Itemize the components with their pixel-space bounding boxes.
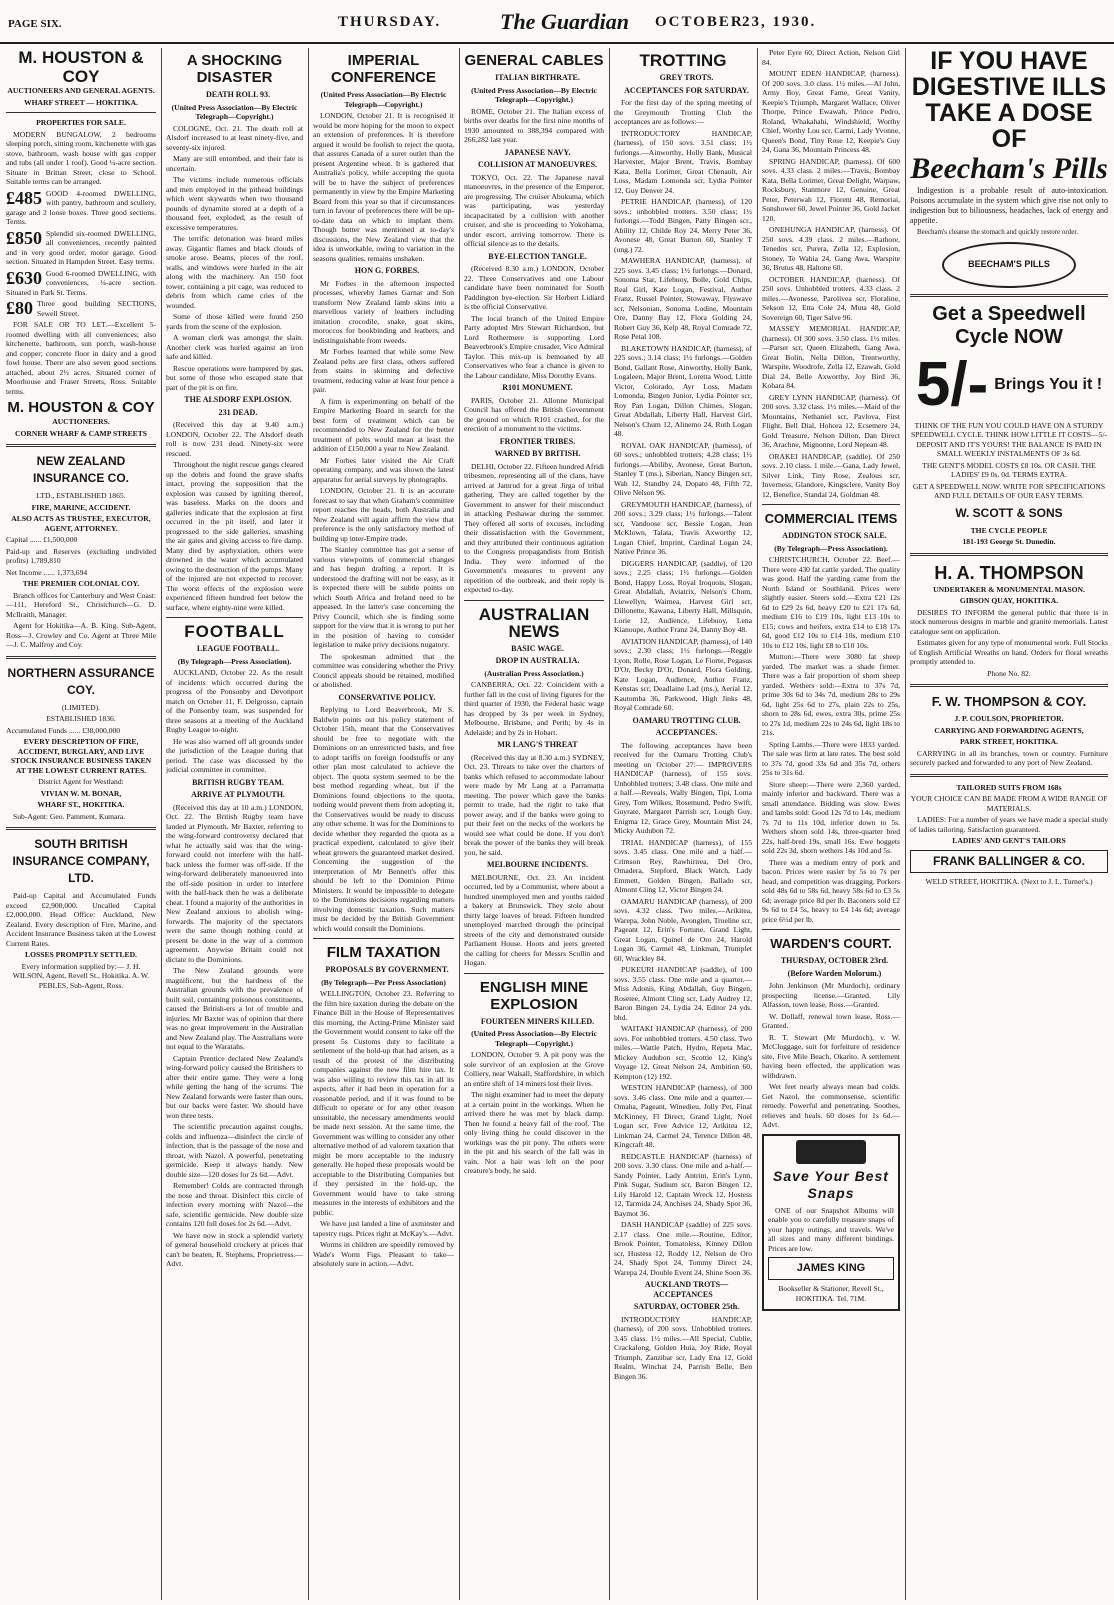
subheading: AUCKLAND TROTS—ACCEPTANCES: [644, 1280, 729, 1299]
headline-english-mine-explosion: ENGLISH MINE EXPLOSION: [479, 978, 589, 1013]
race-entry: TRIAL HANDICAP (harness), of 155 sovs. 3.45 class. One mile and a half.—Crimson Rey, Rawhirirea, Del Oro, Omadera, Stepford, Black Watch, Lady Emmett, Golden Bingen, Ballado scr, Almont Cling 12, Victor Bingen 24.: [614, 837, 752, 894]
speedwell-text: THINK OF THE FUN YOU COULD HAVE ON A STURDY SPEEDWELL CYCLE. THINK HOW LITTLE IT COSTS—5/- DEPOSIT AND IT'S YOURS! THE BALANCE IS PAID IN SMALL WEEKLY INSTALMENTS OF 3s 6d.: [910, 420, 1108, 458]
article-paragraph: (Received 8.30 a.m.) LONDON, October 22. Three Conservatives and one Labour candidate have been nominated for South Paddington bye-election. Sir Herbert Lidiard is the official Conservative.: [464, 264, 604, 311]
subheading: MR LANG'S THREAT: [497, 740, 578, 749]
property-price: £850: [6, 227, 42, 248]
race-entry: MOUNT EDEN HANDICAP, (harness). Of 200 sovs. 3.0 class. 1½ miles.—Al John, Army Boy, Great Fame, Great Vanity, Keepie's Triumph, Margaret Wallace, Oliver Thorpe, Prince Ewawah, Prince Pedro, Roland, Whakahahi, Windshield, Worthy Chief, Worthy Lou scr, Carmi, Lady Yvonne, Queen's Bond, Tiny Rose 12, Keepie's Guy 24, Gana 36, Mountain Princess 48.: [762, 69, 900, 154]
subheading: SATURDAY, OCTOBER 25th.: [633, 1302, 740, 1311]
thompson-text: DESIRES TO INFORM the general public that there is in stock numerous designs in marble and granite memorials. Latest catalogue sent on application.: [910, 607, 1108, 636]
column-rule: [609, 48, 610, 1600]
article-paragraph: The terrific detonation was heard miles away. Gigantic flames and black clouds of smoke arose. Beams, pieces of the roof, walls, and windows were hurled in the air along with the machinery. An 150 foot tower, containing a pit cage, was reduced to debris from which came cries of the wounded.: [166, 234, 303, 310]
article-paragraph: AUCKLAND, October 22. As the result of incidents which occurred during the progress of the Ponsonby and Devonport match on October 11, F. Delgrosso, captain of the Ponsonby team, was suspended for three seasons at a meeting of the Auckland Rugby League to-night.: [166, 668, 303, 734]
snaps-text: ONE of our Snapshot Albums will enable you to carefully treasure snaps of your happy outings, and travels. We've all sizes and many different bindings. Prices are low.: [768, 1205, 894, 1253]
article-paragraph: COLOGNE, Oct. 21. The death roll at Alsdorf increased to at least ninety-five, and seventy-six injured.: [166, 123, 303, 152]
race-entry: DIGGERS HANDICAP, (saddle), of 120 sovs.; 2.25 class; 1½ furlongs.—Golden Bond, Happy Loss, Royal Iroquois, Slogan, Great Abdallah, Aviatrix, Nelson's Chum, Llewellyn, Waimea, Harvest Girl scr, Dillonette, Kawana, Liberty Hall, Millsquin, Lorie 12, Audience, Lifebuoy, Lena Kianoupe, Author Franz 24, Danny Boy 48.: [614, 558, 752, 634]
nz-insurance-lines: FIRE, MARINE, ACCIDENT.: [31, 502, 131, 512]
subheading: ADDINGTON STOCK SALE.: [782, 531, 887, 540]
column-rule: [308, 48, 309, 1600]
branch-offices: Branch offices for Canterbury and West Coast:—111, Hereford St., Christchurch—G. D. McIlraith, Manager.: [6, 590, 156, 619]
property-ad: GOOD 4-roomed DWELLING, with pantry, bathroom and scullery, garage and 2 loose boxes. Three good sections. Terms.: [6, 188, 156, 226]
article-paragraph: Throughout the night rescue gangs cleared up the debris and found the grave shafts intact, proving the supposition that the explosion was caused by igniting thereof, was baseless. Marks on the doors and galleries indicate that the explosion at first occurred in the pit itself, and later it progressed to the side galleries, smashing the air gates and giving access to fire damp. Many died by asphyxiation, others were drowned in the water which accumulated owing to the destruction of the pumps. Many of the injured are not expected to recover. The worst effects of the explosion were experienced fifteen hundred feet below the surface, where eighty-nine were killed.: [166, 460, 303, 612]
losses-line: LOSSES PROMPTLY SETTLED.: [25, 950, 137, 959]
article-paragraph: TOKYO, Oct. 22. The Japanese naval manoeuvres, in the presence of the Emperor, are progressing. The cruiser Abukuma, which was participating, was yesterday incapacitated by a collision with another cruiser, and she is proceeding to Yokohama, under escort, arriving tomorrow. There is official silence as to the details.: [464, 172, 604, 248]
thompson-sub: UNDERTAKER & MONUMENTAL MASON.: [933, 584, 1085, 594]
race-entry: SPRING HANDICAP, (harness). Of 600 sovs. 4.33 class. 2 miles.—Travis, Bombay Kata, Bella Lorimer, Great Delight, Warpaw, Rocksbury, Stanmore 12, Genuine, Great Peter, Peterwah 12, Florent 48, Remoriai, Sunshower 60, Jewel Pointer 36, Gold Jacket 120.: [762, 156, 900, 223]
headline-general-cables: GENERAL CABLES: [464, 52, 604, 69]
houston-address: WHARF STREET — HOKITIKA.: [24, 97, 138, 107]
column-5-trotting: [614, 48, 752, 1600]
district-agent-address: WHARF ST., HOKITIKA.: [37, 800, 125, 809]
race-entry: GREYMOUTH HANDICAP, (harness), of 200 sovs.; 3.29 class; 1½ furlongs.—Talent scr, Vandoose scr, Bessie Logan, Jean McKlown, Talata, Travis Axworthy 12, Logan Chief, Imprint, Cardinal Logan 24, Native Prince 36.: [614, 499, 752, 556]
article-paragraph: Mr Forbes in the afternoon inspected processes, whereby James Garnar and Son transform New Zealand lamb skins into a marvellous variety of leathers including imitation crocodile, snake, goat skins, moroccos for bookbinding and leathers, and indistinguishable from tweeds.: [313, 278, 454, 345]
nz-insurance-established: LTD., ESTABLISHED 1865.: [36, 491, 126, 500]
article-paragraph: The spokesman admitted that the committee was considering whether the Privy Council appeals should be retained, modified or abolished.: [313, 651, 454, 689]
subheading: (Before Warden Molorum.): [787, 968, 882, 978]
article-paragraph: A woman clerk was amongst the slain. Another clerk was hurled against an iron safe and killed.: [166, 333, 303, 361]
subheading: GREY TROTS.: [659, 73, 714, 82]
article-paragraph: ROME, October 21. The Italian excess of births over deaths for the first nine months of 1930 amounted to 388,394 compared with 266,282 last year.: [464, 106, 604, 144]
race-entry: AVIATION HANDICAP, (harness), of 140 sovs.; 2.30 class; 1½ furlongs.—Reggie Lyon, Rolle, Rose Logan, Le Fiorte, Pegasus D'Or, Becky D'Or, Donard, Flora Golding, Kate Logan, Audience, Author Franz, Kenstas scr, Deadlaine Lad (ms.), Aerial 12, Kautomba 36, Parkwood, High Jinks 48, Royal Comrade 60.: [614, 636, 752, 712]
property-ad: Three good building SECTIONS, Sewell Street.: [37, 299, 156, 318]
race-entry: PUKEURI HANDICAP (saddle), of 100 sovs. 3.55 class. One mile and a quarter.—Miss Adonis, King Abdallah, Guy Bingen, Rosetee, Almont Cling scr, Lady Audrey 12, Baron Bingen 24, Lydia 24, Editor 24 yds. bhd.: [614, 965, 752, 1022]
article-paragraph: MELBOURNE, Oct. 23. An incident occurred, led by a Communist, where about a hundred unemployed men and youths raided a bakery at Brunswick. They stole about thirty large loaves of bread. Fifteen hundred unemployed marched through the principal streets of the city and demonstrated outside Parliament House. Hoots and jeers greeted the calling for cheers for Messrs Scullin and Hogan.: [464, 872, 604, 967]
james-king-name: JAMES KING: [768, 1257, 894, 1280]
race-entry: OAMARU HANDICAP (harness), of 200 sovs. 4.32 class. Two miles.—Arikitea, Warepa, John Noble, Avonglen, Trueline scr, Pageant 12, Erin's Fortune, Grand Light, Great Logan, Quinel de Oro 24, Harold Logan 36, Carmel 48, Linkman, Trumplet 60, Wrackley 84.: [614, 896, 752, 963]
article-paragraph: Captain Prentice declared New Zealand's wing-forward policy caused the Britishers to alter their entire game. They were a long while getting the hang of the scrums. The New Zealand forwards were faster than ours, but our backs were faster. We should have won three tests.: [166, 1053, 303, 1120]
article-paragraph: We have now in stock a splendid variety of general household crockery at prices that can't be beaten, R. Stephens, Proprietress.—Advt.: [166, 1230, 303, 1268]
subheading: CONSERVATIVE POLICY.: [338, 692, 436, 702]
beechams-brand: Beecham's Pills: [910, 152, 1108, 185]
article-paragraph: CANBERRA, Oct. 22. Coincident with a further fall in the cost of living figures for the third quarter of 1930, the Federal basic wage has dropped by 3s per week in Sydney, Melbourne, Brisbane, and Perth; by 4s in Adelaide; and by 2s in Hobart.: [464, 680, 604, 737]
thompson-phone: Phone No. 82.: [987, 668, 1031, 678]
subheading: BYE-ELECTION TANGLE.: [488, 251, 587, 261]
thompson-name: H. A. THOMPSON: [934, 562, 1084, 583]
wire-credit: (United Press Association—By Electric Telegraph—Copyright.): [171, 102, 298, 121]
beechams-headline: IF YOU HAVE DIGESTIVE ILLS TAKE A DOSE OF: [911, 48, 1107, 153]
wire-credit: (United Press Association—By Electric Telegraph—Copyright.): [471, 85, 597, 104]
nz-insurance-title: NEW ZEALAND INSURANCE CO.: [32, 454, 129, 485]
northern-limited: (LIMITED).: [61, 702, 101, 712]
column-7-advertisements: [910, 48, 1108, 1600]
property-price: £485: [6, 187, 42, 208]
subheading: BASIC WAGE.: [511, 643, 564, 653]
column-rule: [757, 48, 758, 1600]
masthead: [0, 0, 1114, 44]
newspaper-title: The Guardian: [500, 9, 629, 34]
james-king-address: Bookseller & Stationer, Revell St., HOKITIKA. Tel. 71M.: [778, 1284, 884, 1303]
subheading: THURSDAY, OCTOBER 23rd.: [780, 956, 889, 965]
wilson-info: Every information supplied by:— J. H. WILSON, Agent, Revell St., Hokitika. A. W. PEBLES, Sub-Agent, Ross.: [12, 961, 150, 990]
james-king-advert: [762, 1134, 900, 1312]
district-agent-label: District Agent for Westland:: [38, 777, 124, 786]
subheading: 231 DEAD.: [218, 407, 258, 417]
article-paragraph: Some of those killed were found 250 yards from the scene of the explosion.: [166, 312, 303, 331]
property-price: £80: [6, 298, 33, 318]
subheading: THE ALSDORF EXPLOSION.: [184, 395, 292, 404]
subheading: MELBOURNE INCIDENTS.: [487, 860, 588, 869]
fw-thompson-address: PARK STREET, HOKITIKA.: [959, 737, 1059, 746]
tailored-ladies: LADIES: For a number of years we have made a special study of ladies tailoring. Satisfaction guaranteed.: [910, 815, 1108, 834]
wire-credit: (United Press Association—By Electric Telegraph—Copyright.): [320, 90, 447, 109]
race-entry: The following acceptances have been received for the Oamaru Trotting Club's meeting on October 27:— IMPROVERS HANDICAP (harness), of 155 sovs. Unhobbled trotters; 3.48 class. One mile and a half.—Reveals, Wally Bingen, Tipi, Loma Grey, Tom Wilkes, Rosemund, Pedro Swift, Guyrate, Margaret Parrish scr, Lough Guy, Enigma 12, Grace Grey, Mountain Mist 24, Micky Audubon 72.: [614, 740, 752, 835]
houston-firm-name: M. HOUSTON & COY: [18, 48, 144, 86]
race-entry: OCTOBER HANDICAP, (harness). Of 250 sovs. Unhobbled trotters. 4.33 class. 2 miles.—Avonesse, Parolivea scr, Floraline, Sekson 12, Etta Cole 24, Muta 48, Gold Sovereign 60, Tiger Salve 96.: [762, 274, 900, 322]
column-3-news: [313, 48, 454, 1600]
premier-colonial: THE PREMIER COLONIAL COY.: [22, 579, 140, 588]
article-paragraph: (Received this day at 9.40 a.m.) LONDON, October 22. The Alsdorf death roll is now 231 dead. Ninety-six were rescued.: [166, 420, 303, 458]
subheading: LEAGUE FOOTBALL.: [196, 644, 280, 653]
article-paragraph: The Stanley committee has got a sense of various viewpoints of commercial changes and has begun drafting a report. It is understood the drafting will not be easy, as it is expected there will be subtle points on which South Africa and Ireland need to be appeased. In the latter's case concerning the Privy Council, which she is finding some support for the view that it is wrong to put her in the position of having to consider legislation to make privy decisions nugatory.: [313, 545, 454, 649]
headline-shocking-disaster: A SHOCKING DISASTER: [186, 52, 283, 86]
column-rule: [459, 48, 460, 1600]
page-number: PAGE SIX.: [8, 18, 62, 30]
headline-wardens-court: WARDEN'S COURT.: [770, 936, 892, 951]
article-paragraph: Mr Forbes later visited the Air Craft operating company, and was shown the latest apparatus for aerial surveys by photographs.: [313, 455, 454, 484]
houston-firm-name: M. HOUSTON & COY: [7, 399, 155, 416]
wire-credit: (Australian Press Association.): [484, 668, 584, 678]
funds-line: Accumulated Funds ...... £38,000,000: [6, 725, 121, 735]
subheading: BRITISH RUGBY TEAM.: [192, 777, 284, 787]
ballinger-name: FRANK BALLINGER & CO.: [910, 850, 1108, 873]
speedwell-offer: [910, 349, 1108, 419]
race-entry: DASH HANDICAP (saddle) of 225 sovs. 2.17 class. One mile.—Routine, Editor, Brook Pointer, Tomatoless, Kinney Dillon scr, Hustess 12, Roddy 12, Nelson de Oro 24, Shady Spot 24, Tommy Direct 24, Warepa 24, Double Event 24, Shine Soon 36.: [614, 1220, 752, 1277]
snaps-headline: Save Your Best Snaps: [773, 1167, 889, 1201]
article-paragraph: LONDON, October 21. It is recognised it would be more hoping for the moon to expect an extension of preferences. It is therefore argued it would be foolish to reject the quota, that assures Canada of a surer outlet than the present Argentine wheat. It is gathered that Australia's policy, while accepting the quota will be to have the subject of preferences permanently in view by the Empire Marketing Board from this year so that if circumstances turn in favour of preferences there will be up-to-date data on which to implant them. Though butter was mentioned at to-day's discussions, the New Zealand view that the idea is unworkable, owing to variation in the seasons qualities, remains unshaken.: [313, 111, 454, 263]
wire-credit: (United Press Association—By Electric Telegraph—Copyright.): [471, 1029, 597, 1048]
subheading: PROPOSALS BY GOVERNMENT.: [325, 965, 449, 974]
headline-imperial-conference: IMPERIAL CONFERENCE: [330, 52, 436, 86]
wire-credit: (By Telegraph—Press Association).: [177, 656, 292, 666]
masthead-date: 23, 1930.: [742, 14, 817, 30]
properties-heading: PROPERTIES FOR SALE.: [36, 118, 126, 127]
scott-sons-address: 181-193 George St. Dunedin.: [962, 537, 1056, 546]
subheading: ACCEPTANCES.: [655, 728, 718, 737]
article-paragraph: Many are still entombed, and their fate is uncertain.: [166, 154, 303, 173]
race-entry: GREY LYNN HANDICAP, (harness). Of 200 sovs. 3.32 class. 1½ miles.—Maid of the Mountains, Nethaniel scr, Pavlova, First Flight, Bell Dial, Hohora 12, Ecsemere 24, Gold Treasure, Nelson Dillon, Dan Direct 36, Arachne, Mignonne, Lord Nepean 48.: [762, 392, 900, 449]
race-entry: ROYAL OAK HANDICAP, (harness), of 60 sovs.; unhobbled trotters; 4.28 class; 1½ furlongs.—Abiliby, Avonese, Great Burton, Stanley T (ms.), Siberian, Nancy Bingen scr, Wah 12, Standby 24, Dopato 48, Fifth 72, Olive Nelson 96.: [614, 440, 752, 497]
article-paragraph: Wet feet nearly always mean bad colds. Get Nazol, the commonsense, scientific remedy. Powerful and penetrating. Soothes, relieves and heals. 60 doses for 1s 6d.—Advt.: [762, 1082, 900, 1129]
race-entry: MAWHERA HANDICAP, (harness), of 225 sovs. 3.45 class; 1½ furlongs.—Donard, Sonoma Star, Lifebuoy, Bolle, Gold Chips, Real Girl, Kate Logan, Festival, Author Franz, Russel Pointer, Stowaway, Flyswave scr, Nelsonian, Sonoma Lodine, Mountain Ore, Danny Bay 12, Flora Golding 24, Robert Guy 36, Kelp 48, Royal Comrade 72, Rose Petal 108.: [614, 256, 752, 341]
northern-description: EVERY DESCRIPTION OF FIRE, ACCIDENT, BURGLARY, AND LIVE STOCK INSURANCE BUSINESS TAKEN AT THE LOWEST CURRENT RATES.: [10, 737, 152, 775]
scott-sons-name: W. SCOTT & SONS: [955, 505, 1063, 520]
article-paragraph: The scientific precaution against coughs, colds and influenza—disinfect the circle of infection, that is the passage of the nose and throat, with Nazol. A powerful, penetrating germicide. Keep it always handy. New double size—120 doses for 2s 6d.—Advt.: [166, 1122, 303, 1179]
subheading: ARRIVE AT PLYMOUTH.: [191, 790, 285, 799]
article-paragraph: (Received this day at 10 a.m.) LONDON, Oct. 22. The British Rugby team have landed at Plymouth. Mr Baxter, referring to the wing-forward controversy declared that what he actually said was that the wing-forward could not interfere with the half-back unless the former was off-side. If the wing-forward deliberately manoeuvred into the off-side position in order to interfere with the half-back then he was a deliberate cheat. I found a majority of the authorities in New Zealand anxious to abolish wing-forwards. The majority of the spectators were the same though nothing could at present be done in the way of a common agreement. Anywise Britain could not dictate to the Dominions.: [166, 802, 303, 964]
column-rule: [161, 48, 162, 1600]
album-illustration: [796, 1140, 866, 1164]
article-paragraph: DELHI, October 22. Fifteen hundred Afridi tribesmen, representing all of the clans, have arrived at Jamrud for a great Jirga of tribal gathering. They are called together by the Government to answer for their misconduct in attacking Peshawar during the summer. They offered all sorts of excuses, including their dissatisfaction with the Government, and they attributed their continuous agitation to the Congress propagandists from British India. They were informed of the Government's measures to prevent any repetition of the outbreak, and their reply is expected to-day.: [464, 461, 604, 594]
subheading: HON G. FORBES.: [354, 266, 420, 275]
race-entry: ORAKEI HANDICAP, (saddle). Of 250 sovs. 2.10 class. 1 mile.—Gana, Lady Jewel, Silver Link, Tiny Rose, Zealous scr, Inverness, Glandore, Kingsclere, Vanity Boy 12, Benefice, Standal 24, Goldman 48.: [762, 451, 900, 499]
article-paragraph: The New Zealand grounds were magnificent, but the hardness of the Australian grounds with the prevalence of built soil, containing poisonous constituents, caused the British-ers a lot of trouble and injuries. Mr Baxter was of opinion that there was no great improvement in the Australian and New Zealand play. The Australians were not equal to the Waratahs.: [166, 966, 303, 1051]
article-paragraph: Mutton:—There were 3080 fat sheep yarded. The market was a shade firmer. There was a fair proportion of shorn sheep yarded. Wethers sold:—Extra to 37s 7d, prime 30s 6d to 34s 7d, medium 28s to 29s 6d, light 25s 6d to 27s, plain 22s to 25s, shorn to 28s 6d, ewes, extra 30s, prime 25s to 27s 1d, medium 22s to 24s 6d, light 18s to 21s.: [762, 652, 900, 737]
race-entry: BLAKETOWN HANDICAP, (harness), of 225 sovs.; 3.14 class; 1½ furlongs.—Golden Bond, Gallant Rose, Ainworthy, Holly Bank, Logaleen, Major Brent, Loretta Wood, Little Victor, Colorado, Ayr Loss, Madam Lomonda, Bingen Junior, Lydia Pointer scr, Roy Pan Logan, Dillon Chimes, Slogan, Great Abdallah, Liberty Hall, Harvest Girl, Nelson's Chum 12, Alinemo 24, Ruth Logan 48.: [614, 343, 752, 438]
subheading: ITALIAN BIRTHRATE.: [495, 73, 580, 82]
race-entry: ONEHUNGA HANDICAP, (harness). Of 250 sovs. 4.39 class. 2 miles.—Rathore, Tenedos scr, Purera, Zella 12, Explosion, Stoney, Te Wahia 24, Gang Awa, Warspite 36, Brutus 48, Haltone 60.: [762, 225, 900, 272]
subheading: OAMARU TROTTING CLUB.: [632, 715, 741, 725]
article-paragraph: Store sheep:—There were 2,360 yarded, mainly inferior and backward. There was a small attendance. Bidding was slow. Ewes and lambs sold: Good 12s 7d to 14s, medium 7s 7d to 11s 10d, inferior down to 5s. Wethers shorn sold 14s, three-quarter bred 22s, half-bred 19s, small 16s. Ewe hoggets sold 22s 3d, shorn wethers 14s 10d and 5s.: [762, 779, 900, 855]
race-entry: INTRODUCTORY HANDICAP, (harness), of 200 sovs. Unhobbled trotters. 3.45 class. 1½ miles.—All Special, Cublie, Crackalong, Golden Huia, Joy Ride, Royal Triumph, Zanzibar scr, Lady Ena 12, Gold Realm, Winchat 24, Parrish Belle, Ben Bingen 36.: [614, 1314, 752, 1381]
article-paragraph: LONDON, October 21. It is an accurate forecast to say that when Graham's committee report reaches the heads, both Australia and New Zealand will again affirm the view that preference is the only satisfactory method of building up inter-Empire trade.: [313, 486, 454, 543]
masthead-day: THURSDAY.: [338, 14, 442, 30]
article-paragraph: There was a medium entry of pork and bacon. Prices were easier by 5s to 7s per head, and competition was dragging. Porkers sold 48s 6d to 58s 6d, heavy 58s 6d to £3 5s 6d; average price 8d per lb. Baconers sold £2 9s 6d to £4 5s, heavy to £4 14s 6d; average price 6½d per lb.: [762, 857, 900, 924]
income-line: Net Income ...... 1,373,694: [6, 567, 88, 577]
wire-credit: (By Telegraph—Press Association).: [774, 543, 888, 553]
ballinger-address: WELD STREET, HOKITIKA. (Next to J. L. Turner's.): [925, 876, 1093, 886]
wire-credit: (By Telegraph—Per Press Association): [321, 977, 446, 987]
article-paragraph: Replying to Lord Beaverbrook, Mr S. Baldwin points out his policy statement of October 15th, meant that the Conservatives should be free to negotiate with the Dominions on an unrestricted basis, and free to adopt tariffs on foreign foodstuffs or any other plan most calculated to achieve the object. The quota system seemed to be the best method regarding wheat, but if the Dominions found objections to the quota, nothing would prevent them from adopting it, the Conservatives would be ready to discuss any other scheme. It was for the Dominions to decide whether they regarded the quota as a practical expedient, calculated to give their wheat growers the guaranteed market desired. Concerning the suggestion of the interpretation of Mr Bennett's offer this should be left to the Dominion Prime Ministers. It would be impossible to delegate to the Dominions decisions regarding matters involving domestic taxation. Such matters must be decided by the British Government which would consult the Dominions.: [313, 705, 454, 933]
article-paragraph: Remember! Colds are contracted through the nose and throat. Disinfect this circle of infection every morning with Nazol—the safe, scientific germicide. New double size contains 120 full doses for 2s 6d.—Advt.: [166, 1181, 303, 1228]
race-entry: Peter Eyre 60, Direct Action, Nelson Girl 84.: [762, 48, 900, 67]
thompson-text: Estimates given for any type of monumental work. Full Stocks of English Artificial Wreaths on hand. Orders for floral wreaths promptly attended to.: [910, 638, 1108, 666]
reserves-line: Paid-up and Reserves (excluding undivided profits) 1,789,810: [6, 546, 156, 565]
article-paragraph: The night examiner had to meet the deputy at a certain point in the workings. When he arrived there he was met by black damp. Then he found a heavy fall of the roof. The only living thing he could discover in the workings was the pit pony. The others were in the pit and his search of the fall was in vain. Not a hair was left on the poor creature's body, he said.: [464, 1090, 604, 1175]
subheading: R101 MONUMENT.: [502, 383, 573, 392]
speedwell-cta: GET A SPEEDWELL NOW. WRITE FOR SPECIFICATIONS AND FULL DETAILS OF OUR EASY TERMS.: [912, 481, 1106, 500]
district-agent-name: VIVIAN W. M. BONAR,: [40, 788, 122, 798]
beechams-text: Indigestion is a probable result of auto-intoxication. Poisons accumulate in the system which give rise not only to indigestion but to biliousness, headaches, lack of energy and appetite.: [910, 186, 1108, 225]
property-ad: MODERN BUNGALOW, 2 bedrooms sleeping porch, sitting room, kitchenette with gas stove, bathroom, wash house with gas copper and tubs (all under 1 roof). Good ¼-acre section. Situate in Brittan Street, close to School. Suitable terms can be arranged.: [6, 129, 156, 186]
northern-assurance-title: NORTHERN ASSURANCE COY.: [7, 665, 155, 697]
tailored-choice: YOUR CHOICE CAN BE MADE FROM A WIDE RANGE OF MATERIALS.: [910, 794, 1108, 813]
brings-you-it: Brings You it !: [994, 375, 1103, 393]
masthead-month: OCTOBER: [655, 14, 744, 30]
south-british-text: Paid-up Capital and Accumulated Funds exceed £2,900,000. Uncalled Capital £2,000,000. Head Office: Auckland, New Zealand. Every description of Fire, Marine, and Accident Insurance Business taken at the Lowest Current Rates.: [6, 891, 156, 948]
article-paragraph: R. T. Stewart (Mr Murdoch), v. W. McCluggage, suit for forfeiture of residence site, Five Mile Beach, Okarito. A settlement having been effected, the application was withdrawn.: [762, 1032, 900, 1080]
property-ad: Splendid six-roomed DWELLING, all conveniences, recently painted and in very good order, motor garage. Good section. Situated in Hampden Street. Easy terms.: [6, 228, 156, 266]
fw-thompson-name: F. W. THOMPSON & COY.: [931, 694, 1087, 709]
fw-thompson-text: CARRYING in all its branches, town or country. Furniture securely packed and forwarded to any port of New Zealand.: [910, 748, 1108, 767]
headline-australian-news: AUSTRALIAN NEWS: [478, 604, 590, 641]
thompson-address: GIBSON QUAY, HOKITIKA.: [959, 596, 1059, 605]
article-paragraph: Mr Forbes learned that while some New Zealand pelts are first class, others suffered from stains in skinning and defective treatment, reducing value at least four pence a pair.: [313, 347, 454, 394]
speedwell-prices: THE GENT'S MODEL COSTS £8 10s. OR CASH. THE LADIES' £9 0s. 0d. TERMS EXTRA.: [922, 460, 1096, 479]
race-entry: PETRIE HANDICAP, (harness), of 120 sovs.; unhobbled trotters. 3.50 class; 1½ furlongs.—Todd Bingen, Patty Bingen scr., Ability 12, Childe Roy 24, Merry Peter 36, Avonese 48, Great Burton 60, Stanley T (ung.) 72.: [614, 197, 752, 254]
article-paragraph: LONDON, October 9. A pit pony was the sole survivor of an explosion at the Grove Colliery, near Walsall, Staffordshire, in which an entire shift of 14 miners lost their lives.: [464, 1050, 604, 1088]
fw-thompson-carry: CARRYING AND FORWARDING AGENTS,: [934, 725, 1084, 735]
houston-address: CORNER WHARF & CAMP STREETS: [14, 428, 148, 438]
property-price: £630: [6, 267, 42, 288]
race-entry: WAITAKI HANDICAP (harness), of 200 sovs. For unhobbled trotters. 4.50 class. Two miles.—Wattle Patch, Hydro, Repeta Mac, Mickey Audubon scr, Scottie 12, King's Voyage 12, Great Nelson 24, Ambition 60, Kempton (12) 192.: [614, 1024, 752, 1081]
fw-thompson-sub: J. P. COULSON, PROPRIETOR.: [954, 714, 1064, 723]
article-paragraph: John Jenkinson (Mr Murdoch), ordinary prospecting license.—Granted. Lily Alfasson, town lease, Ross.—Granted.: [762, 981, 900, 1009]
headline-commercial-items: COMMERCIAL ITEMS: [764, 511, 898, 526]
property-ad: FOR SALE OR TO LET.—Excellent 5-roomed dwelling with all conveniences; also kitchenette, bathroom, sun porch, wash-house and copper; concrete floor in dairy and a good fowl house. There are also seven good sections attached, about 2½ acres. Situated corner of Moorhouse and Fraser Streets, Ross. Suitable terms.: [6, 320, 156, 396]
article-paragraph: W. Dollaff, renewal town lease, Ross.—Granted.: [762, 1011, 900, 1030]
race-entry: WESTON HANDICAP (harness), of 300 sovs. 3.46 class. One mile and a quarter.—Omaha, Pageant, Winedieu, Jolly Pet, Final McKinney, Fl Direct, Grand Light, Noel Logan scr, Free Advice 12, Arikitea 12, Linkman 24, Carmel 24, Terence Dillon 48, Kingcraft 48.: [614, 1083, 752, 1149]
headline-film-taxation: FILM TAXATION: [326, 944, 441, 961]
article-paragraph: Worms in children are speedily removed by Wade's Worm Figs. Pleasant to take—absolutely sure in action.—Advt.: [313, 1240, 454, 1268]
article-paragraph: Spring Lambs.—There were 1833 yarded. The sale was firm at late rates. The best sold to 37s 7d, good 33s 6d and 35s 7d, others 25s to 31s 6d.: [762, 739, 900, 777]
race-entry: INTRODUCTORY HANDICAP, (harness), of 150 sovs. 3.51 class; 1½ furlongs.—Ainworthy, Holly Bank, Musical Harvester, Major Brent, Travis, Bombay Kata, Bella Lorimer, Great Chenault, Air Loss, Madam Lomonda scr, Lydia Pointer 12, Guy Denver 24.: [614, 128, 752, 195]
five-shilling-price: 5/-: [915, 349, 989, 419]
article-paragraph: The victims include numerous officials and men employed in the pithead buildings which went skywards when two thousand pounds of dynamite stored at a depth of a thousand feet, exploded, as the result of excessive temperatures.: [166, 175, 303, 232]
column-rule: [905, 48, 906, 1600]
subheading: DEATH ROLL 93.: [205, 90, 271, 99]
article-paragraph: PARIS, October 21. Allonne Municipal Council has offered the British Government the ground on which R101 crashed, for the erection of a monument to the victims.: [464, 395, 604, 433]
south-british-title: SOUTH BRITISH INSURANCE COMPANY, LTD.: [12, 837, 150, 885]
agents-line: Agent for Hokitika—A. B. King. Sub-Agent, Ross—J. Crowley and Co. Agent at Three Mile—J. C. Malfroy and Coy.: [6, 621, 156, 649]
subheading: FRONTIER TRIBES.: [499, 436, 576, 446]
article-paragraph: Rescue operations were hampered by gas, but some of those who escaped state that part of the pit is on fire.: [166, 363, 303, 392]
speedwell-headline: Get a Speedwell Cycle NOW: [932, 302, 1086, 348]
tailors-label: LADIES' AND GENT'S TAILORS: [952, 836, 1066, 845]
capital-line: Capital ...... £1,500,000: [6, 535, 78, 544]
beechams-small: Beecham's cleanse the stomach and quickly restore order.: [917, 228, 1079, 236]
headline-trotting: TROTTING: [639, 51, 727, 70]
nz-insurance-also: ALSO ACTS AS TRUSTEE, EXECUTOR, AGENT, ATTORNEY.: [11, 514, 151, 533]
column-1-advertisements: [6, 48, 156, 1600]
article-paragraph: For the first day of the spring meeting of the Greymouth Trotting Club the acceptances are as follows:—: [614, 98, 752, 126]
article-paragraph: A firm is experimenting on behalf of the Empire Marketing Board in search for the best form of treatment which can be recommended to New Zealand for the better treatment of pelts would mean at least the addition of £150,000 a year to New Zealand.: [313, 396, 454, 453]
scott-sons-sub: THE CYCLE PEOPLE: [970, 525, 1048, 535]
subheading: DROP IN AUSTRALIA.: [495, 656, 580, 665]
column-2-news: [166, 48, 303, 1600]
houston-tagline: AUCTIONEERS.: [52, 417, 110, 426]
article-paragraph: We have just landed a line of axminster and tapestry rugs. Prices right at McKay's.—Advt.: [313, 1219, 454, 1238]
subheading: WARNED BY BRITISH.: [494, 449, 581, 458]
houston-tagline: AUCTIONEERS AND GENERAL AGENTS.: [7, 86, 155, 95]
property-ad: Good 6-roomed DWELLING, with conveniences, ¼-acre section. Situated in Park St. Terms.: [6, 268, 156, 297]
article-paragraph: WELLINGTON, October 23. Referring to the film hire taxation during the debate on the Finance Bill in the House of Representatives this morning, the Acting-Prime Minister said the Government would consent to take off the present 5s Customs duty to facilitate a settlement of the hold-up that had arisen, as a result of the protest of the distributing companies against the new film hire tax. It was also willing to review this tax in all its aspects, after it had been in operation for a reasonable period, and if it was found to be difficult to operate or for any other reason unsuitable, the necessary amendments would be made next session. At the same time, the Government was willing to consider any other alternative method of ad valorem taxation that might be more acceptable to the industry generally. He hoped these proposals would be acceptable to the Distributing Companies but if they persisted in the hold-up, the Government would have to take strong measures in the interests of exhibitors and the public.: [313, 989, 454, 1217]
column-4-news: [464, 48, 604, 1600]
article-paragraph: The local branch of the United Empire Party adopted Mrs Stewart Richardson, but Lord Rothermere is supporting Lord Beaverbrook's Empire crusader, Vice Admiral Taylor. This mix-up is bemoaned by all Conservatives who fear a chance is given to the Labour candidate, Miss Dorothy Evans.: [464, 313, 604, 380]
northern-established: ESTABLISHED 1836.: [46, 714, 116, 723]
subheading: JAPANESE NAVY.: [504, 147, 571, 157]
subheading: FOURTEEN MINERS KILLED.: [480, 1016, 595, 1026]
race-entry: REDCASTLE HANDICAP (harness) of 200 sovs. 3.30 class. One mile and a-half.—Sandy Pointer, Lady Antrim, Erin's Lynn, Pink Sugar, Sudium scr, Baron Bingen 12, Lily Harold 12, Captain Wreck 12, Hostess 12, Tarmida 24, Anchises 24, Shady Spot 36, Baymot 36.: [614, 1151, 752, 1218]
beechams-tin-illustration: BEECHAM'S PILLS: [942, 242, 1076, 288]
sub-agent-line: Sub-Agent: Geo. Pamment, Kumara.: [13, 811, 126, 821]
subheading: ACCEPTANCES FOR SATURDAY.: [624, 85, 749, 95]
tailored-suits: TAILORED SUITS FROM 168s: [956, 782, 1062, 792]
race-entry: MASSEY MEMORIAL HANDICAP, (harness). Of 300 sovs. 3.50 class. 1½ miles.—Parser scr, Queen Elizabeth, Gang Awa, Great Bolin, Nella Dillon, Trentworthy, Warspite, Woodrofe, Zella 12, Ezawah, Gold Dial 24, Belle Axworthy, Joy Bird 36, Kohara 84.: [762, 324, 900, 390]
article-paragraph: CHRISTCHURCH, October 22. Beef.—There were 430 fat cattle yarded. The quality was good. Half the yarding came from the North Island or Southland. Prices were slightly easier. Steers sold.—Extra £21 12s 6d to £29 2s 6d, heavy £20 to £21 17s 6d, medium £16 to £19 10s, light £13 10s to £15; cows and heifers, extra £14 to £18 17s 6d, good £12 10s to £14 10s, medium £10 10s to £12 10s, light £8 to £10 10s.: [762, 555, 900, 650]
subheading: COLLISION AT MANOEUVRES.: [477, 160, 598, 169]
headline-football: FOOTBALL: [184, 622, 285, 641]
column-6-commercial: [762, 48, 900, 1600]
article-paragraph: (Received this day at 8.30 a.m.) SYDNEY, Oct. 23. Threats to take over the charters of banks which refused to accommodate labour were made by Mr Lang at a Parramatta meeting. The power which gave the banks permit to trade, had the right to take that power away, and if the banks were going to put their feet on the necks of the workers he would see what could be done. If you don't break the power of the banks they will break you, he said.: [464, 752, 604, 857]
article-paragraph: He was also warned off all grounds under the jurisdiction of the League during that period. The case was discussed by the judicial committee in committee.: [166, 736, 303, 774]
